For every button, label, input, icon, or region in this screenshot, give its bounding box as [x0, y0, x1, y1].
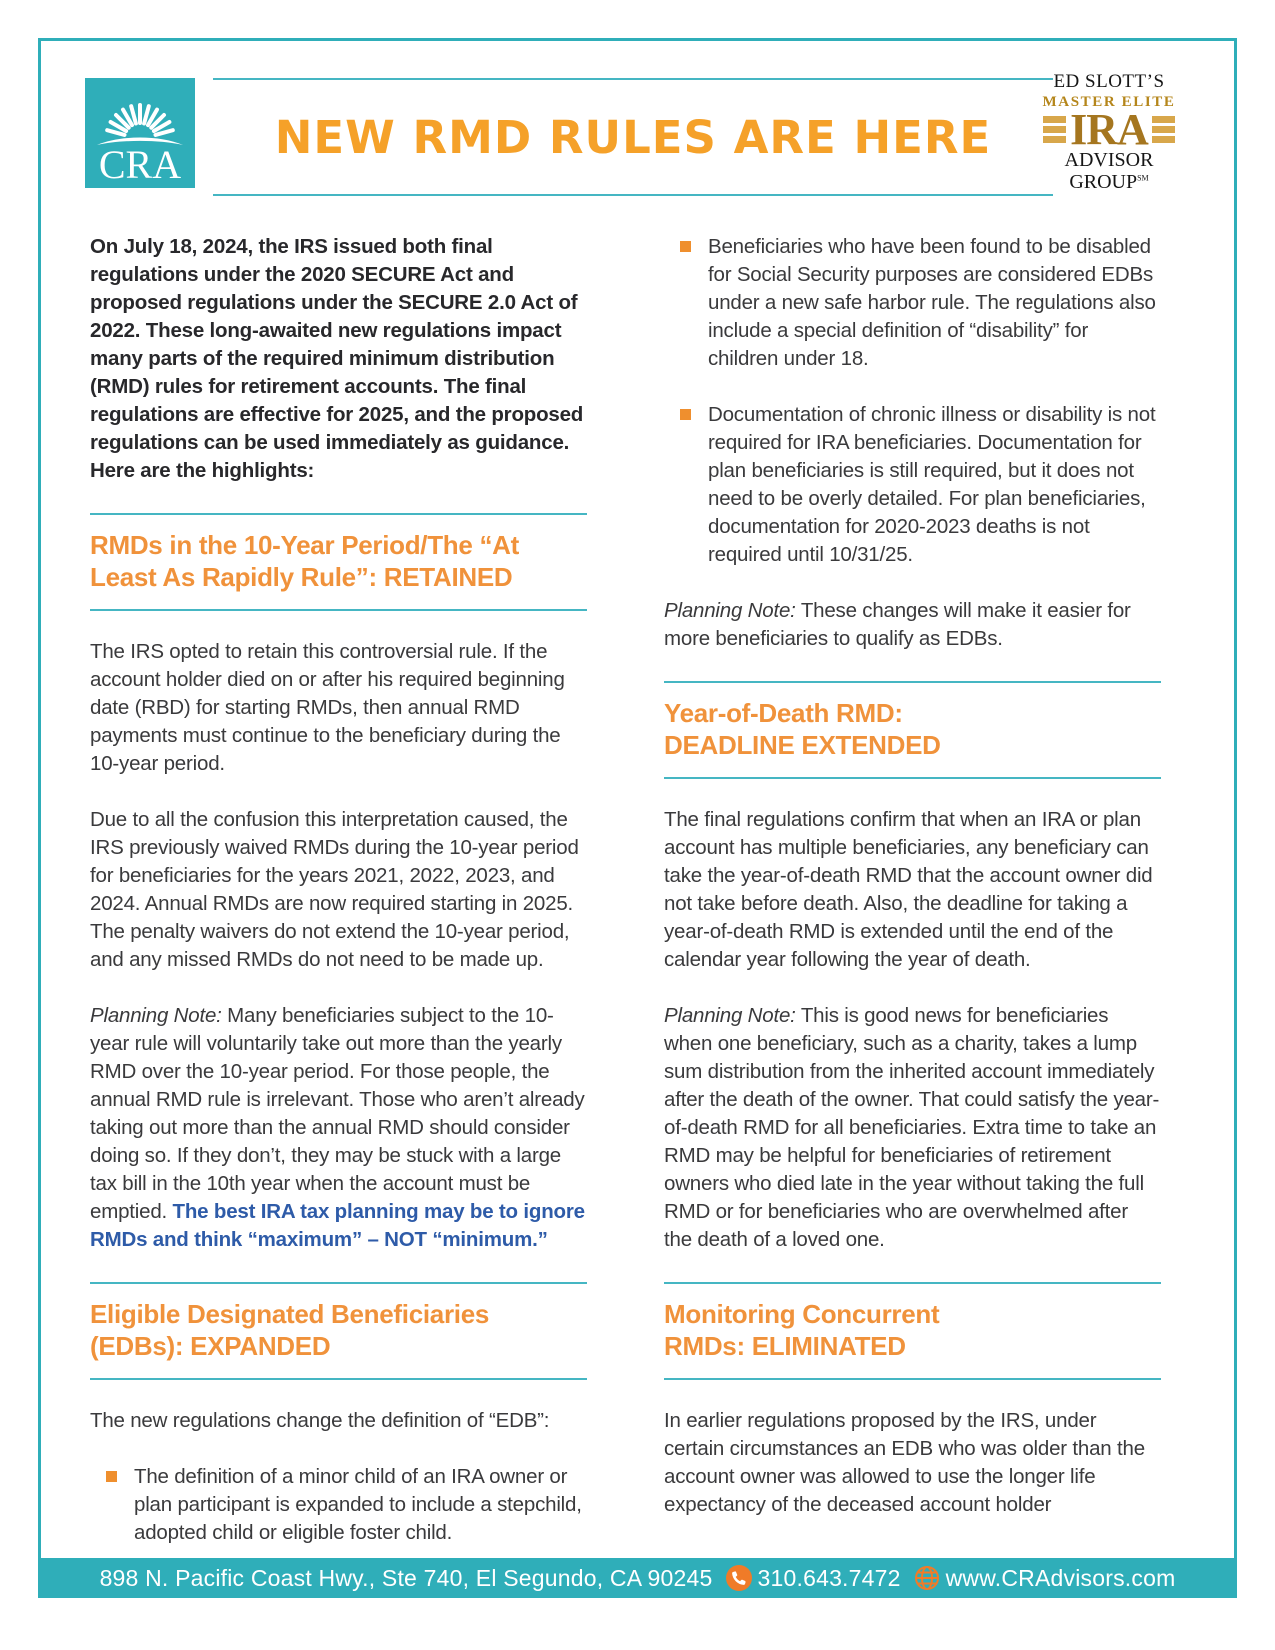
footer-website: www.CRAdvisors.com: [945, 1564, 1176, 1591]
bullet-square-icon: [680, 409, 691, 420]
badge-bars-left-icon: [1043, 116, 1066, 143]
section-heading-edbs-expanded: Eligible Designated Beneficiaries (EDBs): EXPANDED: [90, 1282, 587, 1380]
list-item: Beneficiaries who have been found to be disabled for Social Security purposes are considered EDBs under a new safe harbor rule. The regulations also include a special definition of “disability” for children under 18.: [664, 233, 1161, 373]
sunburst-icon: [85, 78, 195, 188]
footer-bar: [38, 1558, 1237, 1598]
paragraph: The new regulations change the definition of “EDB”:: [90, 1409, 550, 1432]
section-heading-concurrent-rmds: Monitoring Concurrent RMDs: ELIMINATED: [664, 1282, 1161, 1380]
badge-subtitle: MASTER ELITE: [1042, 93, 1176, 110]
badge-top-line: ED SLOTT’S: [1053, 71, 1165, 92]
phone-icon: [726, 1565, 752, 1591]
page-title: NEW RMD RULES ARE HERE: [274, 110, 992, 164]
planning-note-label: Planning Note:: [90, 1004, 222, 1027]
paragraph: The IRS opted to retain this controversial rule. If the account holder died on or after his required beginning date (RBD) for starting RMDs, then annual RMD payments must continue to the beneficiary during the 10-year period.: [90, 640, 565, 775]
ed-slott-badge: [1041, 72, 1177, 193]
badge-sm-mark: SM: [1137, 173, 1149, 183]
highlighted-advice: The best IRA tax planning may be to ignore RMDs and think “maximum” – NOT “minimum.”: [90, 1200, 585, 1251]
page-frame: [38, 38, 1237, 1598]
list-item: The definition of a minor child of an IRA owner or plan participant is expanded to include a stepchild, adopted child or eligible foster child.: [90, 1463, 587, 1547]
article-body: [90, 233, 1210, 1575]
planning-note-label: Planning Note:: [664, 599, 796, 622]
footer-address: 898 N. Pacific Coast Hwy., Ste 740, El Segundo, CA 90245: [99, 1564, 713, 1591]
right-column: [664, 233, 1161, 1575]
badge-ira-row: [1041, 104, 1177, 154]
planning-note: Planning Note: This is good news for beneficiaries when one beneficiary, such as a charity, takes a lump sum distribution from the inherited account immediately after the death of the owner. That could satisfy the year-of-death RMD for all beneficiaries. Extra time to take an RMD may be helpful for beneficiaries of retirement owners who died late in the year without taking the full RMD or for beneficiaries who are overwhelmed after the death of a loved one.: [664, 1004, 1160, 1251]
planning-note-label: Planning Note:: [664, 1004, 796, 1027]
globe-icon: [914, 1565, 940, 1591]
badge-bars-right-icon: [1152, 116, 1175, 143]
intro-paragraph: On July 18, 2024, the IRS issued both final regulations under the 2020 SECURE Act and proposed regulations under the SECURE 2.0 Act of 2022. These long-awaited new regulations impact many parts of the required minimum distribution (RMD) rules for retirement accounts. The final regulations are effective for 2025, and the proposed regulations can be used immediately as guidance. Here are the highlights:: [90, 235, 584, 482]
paragraph: The final regulations confirm that when an IRA or plan account has multiple beneficiaries, any beneficiary can take the year-of-death RMD that the account owner did not take before death. Also, the deadline for taking a year-of-death RMD is extended until the end of the calendar year following the year of death.: [664, 808, 1153, 971]
planning-note: Planning Note: Many beneficiaries subject to the 10-year rule will voluntarily take out more than the yearly RMD over the 10-year period. For those people, the annual RMD rule is irrelevant. Those who aren’t already taking out more than the annual RMD should consider doing so. If they don’t, they may be stuck with a large tax bill in the 10th year when the account must be emptied. The best IRA tax planning may be to ignore RMDs and think “maximum” – NOT “minimum.”: [90, 1004, 585, 1251]
badge-group-line: GROUP℠: [1069, 170, 1149, 193]
badge-ira-text: IRA: [1070, 104, 1148, 154]
list-item: Documentation of chronic illness or disability is not required for IRA beneficiaries. Documentation for plan beneficiaries is still required, but it does not need to be overly detailed. For plan beneficiaries, documentation for 2020-2023 deaths is not required until 10/31/25.: [664, 401, 1161, 569]
footer-phone-group: [726, 1565, 901, 1592]
title-banner: [213, 78, 1053, 196]
bullet-square-icon: [680, 241, 691, 252]
paragraph: In earlier regulations proposed by the IRS, under certain circumstances an EDB who was older than the account owner was allowed to use the longer life expectancy of the deceased account holder: [664, 1409, 1145, 1516]
left-column: [90, 233, 587, 1575]
bullet-square-icon: [106, 1471, 117, 1482]
footer-phone: 310.643.7472: [757, 1564, 901, 1591]
planning-note: Planning Note: These changes will make it easier for more beneficiaries to qualify as EDBs.: [664, 599, 1131, 650]
section-heading-10-year-rule: RMDs in the 10-Year Period/The “At Least As Rapidly Rule”: RETAINED: [90, 513, 587, 611]
paragraph: Due to all the confusion this interpretation caused, the IRS previously waived RMDs during the 10-year period for beneficiaries for the years 2021, 2022, 2023, and 2024. Annual RMDs are now required starting in 2025. The penalty waivers do not extend the 10-year period, and any missed RMDs do not need to be made up.: [90, 808, 579, 971]
cra-logo: [85, 78, 195, 188]
badge-advisor-line: ADVISOR: [1064, 149, 1154, 172]
section-heading-year-of-death: Year-of-Death RMD: DEADLINE EXTENDED: [664, 681, 1161, 779]
footer-web-group: [914, 1565, 1176, 1592]
cra-logo-text: CRA: [98, 142, 182, 187]
